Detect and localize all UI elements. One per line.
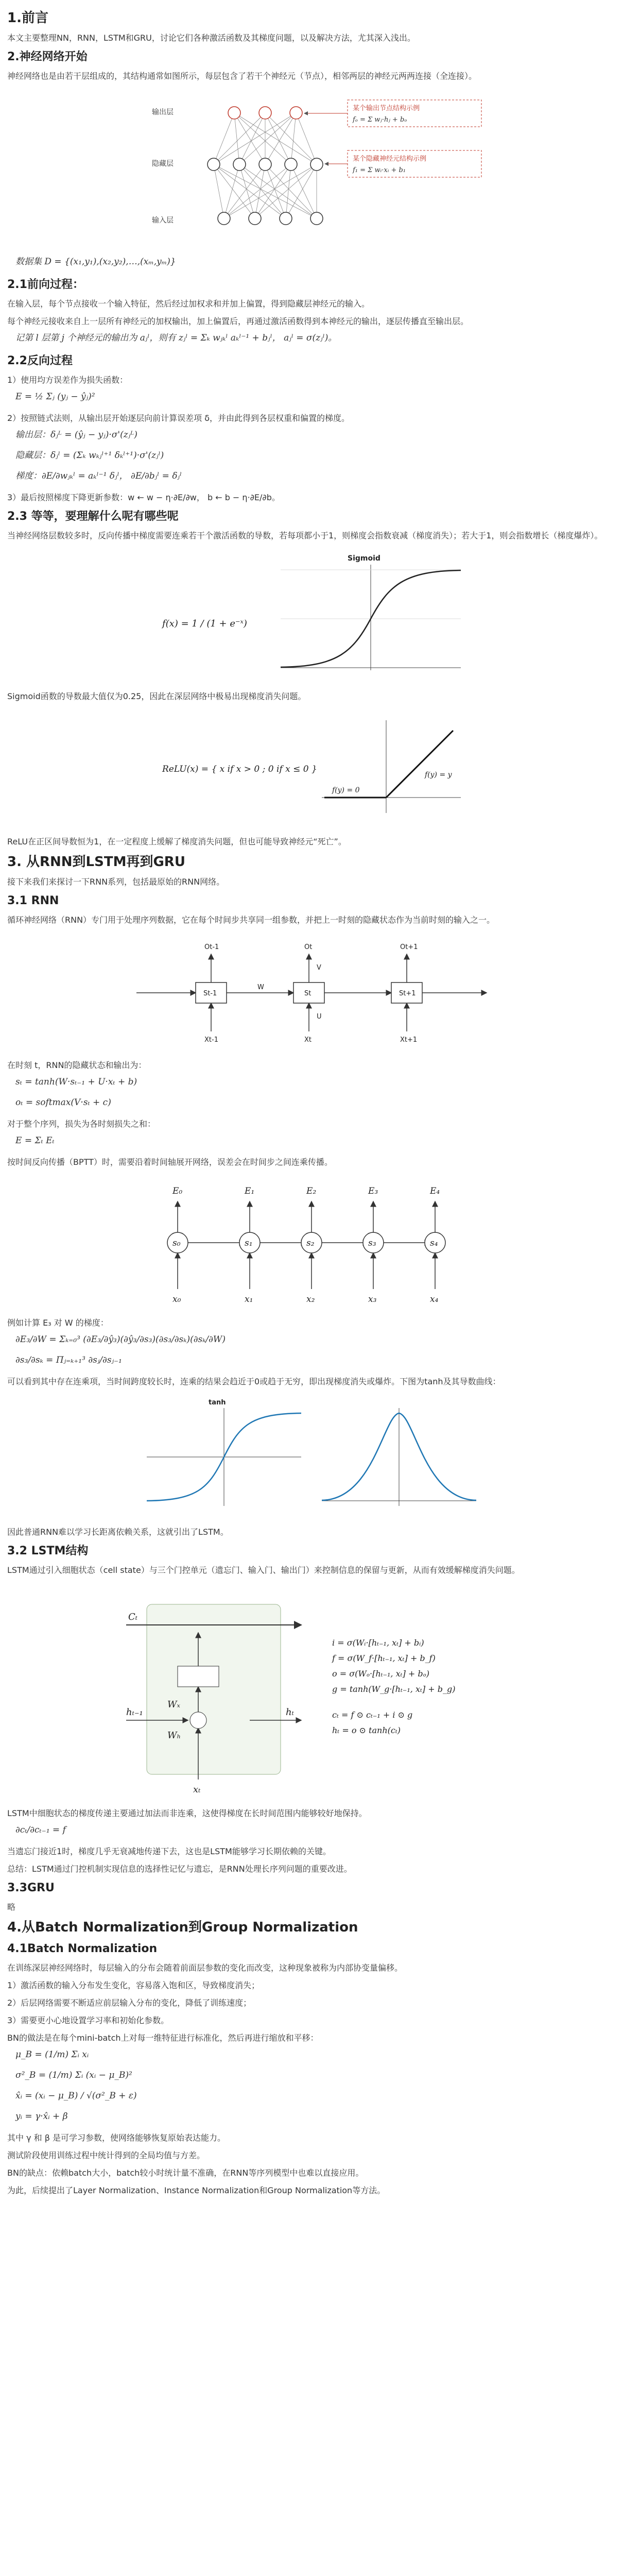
hidden-node	[285, 158, 297, 171]
section-2-1-p1: 在输入层，每个节点接收一个输入特征，然后经过加权求和并加上偏置，得到隐藏层神经元的输入。	[7, 299, 370, 309]
rnn-output-formula: oₜ = softmax(V·sₜ + c)	[15, 1097, 111, 1108]
hidden-node	[233, 158, 246, 171]
lstm-label: Wₕ	[167, 1730, 181, 1741]
section-3-1-p6: 可以看到其中存在连乘项，当时间跨度较长时，连乘的结果会趋近于0或趋于无穷，即出现梯度消失或爆炸。下图为tanh及其导数曲线：	[7, 1377, 501, 1386]
section-3-1-p5: 例如计算 E₃ 对 W 的梯度：	[7, 1318, 109, 1328]
rnn-label: St-1	[203, 990, 217, 997]
section-1-paragraph: 本文主要整理NN，RNN，LSTM和GRU，讨论它们各种激活函数及其梯度问题，以及解决方法，尤其深入浅出。	[7, 33, 416, 43]
lstm-label: hₜ	[286, 1707, 295, 1718]
gradient-formula: 梯度：∂E/∂wⱼₖˡ = aₖˡ⁻¹ δⱼˡ， ∂E/∂bⱼˡ = δⱼˡ	[15, 471, 182, 481]
lstm-label: Wₓ	[167, 1699, 180, 1710]
section-3-3-placeholder: 略	[7, 1902, 16, 1912]
section-4-title: 4.从Batch Normalization到Group Normalization	[7, 1920, 358, 1935]
section-4-1-p2: 1）激活函数的输入分布发生变化，容易落入饱和区，导致梯度消失；	[7, 1980, 260, 1990]
rnn-label: Xt	[304, 1036, 312, 1044]
section-4-1-p8: BN的缺点：依赖batch大小，batch较小时统计量不准确，在RNN等序列模型中也难以直接应用。	[7, 2168, 364, 2178]
lstm-gate-formula: i = σ(Wᵢ·[hₜ₋₁, xₜ] + bᵢ)	[332, 1638, 424, 1648]
section-4-1-p3: 2）后层网络需要不断适应前层输入分布的变化，降低了训练速度；	[7, 1998, 252, 2008]
lstm-cell-box	[147, 1604, 281, 1774]
lstm-gradient-formula: ∂cₜ/∂cₜ₋₁ = f	[15, 1825, 66, 1835]
section-2-title: 2.神经网络开始	[7, 50, 88, 63]
section-3-title: 3. 从RNN到LSTM再到GRU	[7, 854, 185, 870]
section-3-1-p1: 循环神经网络（RNN）专门用于处理序列数据，它在每个时间步共享同一组参数，并把上一时刻的隐藏状态作为当前时刻的输入之一。	[7, 915, 495, 925]
rnn-diagram	[7, 934, 616, 1052]
lstm-figure	[7, 1584, 616, 1800]
hidden-node	[259, 158, 271, 171]
input-node	[249, 212, 261, 225]
dataset-formula: 数据集 D = {(x₁,y₁),(x₂,y₂),…,(xₘ,yₘ)}	[15, 257, 176, 267]
unroll-label: E₁	[245, 1186, 255, 1196]
section-3-intro: 接下来我们来探讨一下RNN系列，包括最原始的RNN网络。	[7, 877, 225, 887]
rnn-label: St+1	[399, 990, 416, 997]
section-2-1-p2: 每个神经元接收来自上一层所有神经元的加权输出，加上偏置后，再通过激活函数得到本神经元的输出，逐层传播直至输出层。	[7, 316, 469, 326]
lstm-hidden-formula: hₜ = o ⊙ tanh(cₜ)	[332, 1725, 401, 1735]
unroll-label: x₂	[306, 1294, 315, 1304]
rnn-label: Xt+1	[400, 1036, 418, 1044]
relu-plot	[152, 710, 471, 828]
hidden-node	[310, 158, 323, 171]
bn-mean-formula: μ_B = (1/m) Σᵢ xᵢ	[15, 2049, 89, 2060]
rnn-unroll-diagram	[7, 1176, 616, 1310]
hidden-layer-label: 隐藏层	[152, 160, 174, 168]
bn-var-formula: σ²_B = (1/m) Σᵢ (xᵢ − μ_B)²	[15, 2070, 132, 2080]
output-node	[259, 107, 271, 119]
lstm-gate-box	[178, 1666, 219, 1687]
unroll-label: s₁	[245, 1238, 253, 1248]
input-node	[310, 212, 323, 225]
section-2-3-title: 2.3 等等，要理解什么呢有哪些呢	[7, 510, 179, 523]
input-node	[218, 212, 230, 225]
section-3-2-p4: 总结：LSTM通过门控机制实现信息的选择性记忆与遗忘，是RNN处理长序列问题的重要改进。	[7, 1864, 352, 1874]
rnn-label: Ot	[304, 943, 313, 951]
sigmoid-figure	[7, 549, 616, 683]
unroll-label: x₃	[368, 1294, 377, 1304]
unroll-label: E₄	[430, 1186, 440, 1196]
lstm-gate-formula: o = σ(Wₒ·[hₜ₋₁, xₜ] + bₒ)	[332, 1669, 430, 1679]
section-2-3-p3: ReLU在正区间导数恒为1，在一定程度上缓解了梯度消失问题，但也可能导致神经元“死亡”。	[7, 837, 347, 846]
section-3-2-p3: 当遗忘门接近1时，梯度几乎无衰减地传递下去，这也是LSTM能够学习长期依赖的关键。	[7, 1846, 331, 1856]
section-3-1-p4: 按时间反向传播（BPTT）时，需要沿着时间轴展开网络，误差会在时间步之间连乘传播。	[7, 1157, 333, 1167]
bptt-product-formula: ∂s₃/∂sₖ = Πⱼ₌ₖ₊₁³ ∂sⱼ/∂sⱼ₋₁	[15, 1355, 122, 1365]
formula-output: fₒ = Σ wⱼ·hⱼ + bₒ	[353, 116, 407, 124]
sigmoid-title: Sigmoid	[348, 554, 380, 563]
section-3-1-p3: 对于整个序列，损失为各时刻损失之和：	[7, 1119, 156, 1129]
section-2-3-p2: Sigmoid函数的导数最大值仅为0.25，因此在深层网络中极易出现梯度消失问题。	[7, 691, 306, 701]
section-2-3-p1: 当神经网络层数较多时，反向传播中梯度需要连乘若干个激活函数的导数，若每项都小于1，则梯度会指数衰减（梯度消失）；若大于1，则会指数增长（梯度爆炸）。	[7, 531, 603, 540]
relu-formula: ReLU(x) = { x if x > 0 ; 0 if x ≤ 0 }	[162, 764, 317, 774]
tanh-title: tanh	[209, 1399, 226, 1406]
unroll-label: s₄	[430, 1238, 438, 1248]
unroll-label: E₃	[368, 1186, 378, 1196]
rnn-label: St	[304, 990, 312, 997]
relu-left-label: f(y) = 0	[332, 786, 360, 794]
unroll-label: x₀	[172, 1294, 181, 1304]
section-2-2-p2: 2）按照链式法则，从输出层开始逐层向前计算误差项 δ，并由此得到各层权重和偏置的梯度。	[7, 413, 350, 423]
tanh-figure	[7, 1395, 616, 1519]
relu-positive-segment	[386, 731, 453, 798]
hidden-node	[207, 158, 220, 171]
unroll-label: s₂	[306, 1238, 315, 1248]
section-3-2-title: 3.2 LSTM结构	[7, 1545, 89, 1557]
sigmoid-plot	[152, 549, 471, 683]
section-1-title: 1.前言	[7, 10, 48, 26]
nn-diagram	[7, 90, 616, 244]
section-4-1-p1: 在训练深层神经网络时，每层输入的分布会随着前面层参数的变化而改变，这种现象被称为内部协变量偏移。	[7, 1963, 403, 1973]
section-2-2-p6: 3）最后按照梯度下降更新参数：w ← w − η·∂E/∂w， b ← b − η·∂E/∂b。	[7, 493, 280, 502]
nn-diagram-svg	[131, 90, 492, 244]
unroll-label: E₀	[172, 1186, 183, 1196]
annotation-output: 某个输出节点结构示例	[353, 105, 420, 112]
input-layer-label: 输入层	[152, 216, 174, 225]
hidden-delta-formula: 隐藏层：δⱼˡ = (Σₖ wₖⱼˡ⁺¹ δₖˡ⁺¹)·σ'(zⱼˡ)	[15, 450, 164, 461]
unroll-label: x₄	[430, 1294, 439, 1304]
section-4-1-p7: 测试阶段使用训练过程中统计得到的全局均值与方差。	[7, 2150, 205, 2160]
rnn-label: W	[257, 984, 264, 991]
lstm-gate-formula: g = tanh(W_g·[hₜ₋₁, xₜ] + b_g)	[332, 1684, 456, 1694]
section-4-1-p5: BN的做法是在每个mini-batch上对每一维特征进行标准化，然后再进行缩放和平移：	[7, 2033, 319, 2043]
output-node	[290, 107, 302, 119]
rnn-loss-formula: E = Σₜ Eₜ	[15, 1136, 55, 1146]
section-3-1-title: 3.1 RNN	[7, 894, 59, 907]
output-node	[228, 107, 240, 119]
section-3-3-title: 3.3GRU	[7, 1882, 55, 1894]
section-2-1-title: 2.1前向过程：	[7, 278, 84, 291]
rnn-label: V	[317, 964, 321, 972]
section-3-2-p2: LSTM中细胞状态的梯度传递主要通过加法而非连乘，这使得梯度在长时间范围内能够较好地保持。	[7, 1808, 367, 1818]
section-2-2-p1: 1）使用均方误差作为损失函数：	[7, 375, 128, 385]
section-4-1-p4: 3）需要更小心地设置学习率和初始化参数。	[7, 2015, 169, 2025]
section-2-1-p3: 记第 l 层第 j 个神经元的输出为 aⱼˡ，则有 zⱼˡ = Σₖ wⱼₖˡ aₖˡ⁻¹ + bⱼˡ， aⱼˡ = σ(zⱼˡ)。	[15, 333, 337, 343]
relu-right-label: f(y) = y	[425, 771, 452, 779]
formula-hidden: f₁ = Σ wᵢ·xᵢ + b₁	[353, 166, 406, 174]
output-delta-formula: 输出层：δⱼᴸ = (ŷⱼ − yⱼ)·σ'(zⱼᴸ)	[15, 430, 137, 440]
section-3-1-p7: 因此普通RNN难以学习长距离依赖关系，这就引出了LSTM。	[7, 1527, 229, 1537]
output-layer-label: 输出层	[152, 108, 174, 116]
rnn-unroll-svg	[126, 1176, 497, 1310]
lstm-label: Cₜ	[128, 1612, 138, 1622]
unroll-label: x₁	[245, 1294, 253, 1304]
lstm-label: xₜ	[193, 1784, 201, 1795]
section-2-intro: 神经网络也是由若干层组成的，其结构通常如图所示，每层包含了若干个神经元（节点），相邻两层的神经元两两连接（全连接）。	[7, 71, 477, 81]
tanh-plot	[131, 1395, 492, 1519]
rnn-state-formula: sₜ = tanh(W·sₜ₋₁ + U·xₜ + b)	[15, 1077, 137, 1087]
unroll-label: E₂	[306, 1186, 317, 1196]
section-3-2-p1: LSTM通过引入细胞状态（cell state）与三个门控单元（遗忘门、输入门、输出门）来控制信息的保留与更新，从而有效缓解梯度消失问题。	[7, 1565, 520, 1575]
unroll-label: s₀	[172, 1238, 181, 1248]
unroll-label: s₃	[368, 1238, 376, 1248]
rnn-label: Xt-1	[204, 1036, 218, 1044]
section-2-2-title: 2.2反向过程	[7, 354, 73, 367]
section-4-1-p6: 其中 γ 和 β 是可学习参数，使网络能够恢复原始表达能力。	[7, 2133, 226, 2143]
tanh-derivative-panel	[322, 1408, 476, 1506]
bn-scale-formula: yᵢ = γ·x̂ᵢ + β	[15, 2111, 68, 2122]
lstm-cell-formula: cₜ = f ⊙ cₜ₋₁ + i ⊙ g	[332, 1710, 413, 1720]
tanh-panel	[147, 1399, 301, 1506]
bn-norm-formula: x̂ᵢ = (xᵢ − μ_B) / √(σ²_B + ε)	[15, 2091, 137, 2101]
section-3-1-p2: 在时刻 t，RNN的隐藏状态和输出为：	[7, 1060, 147, 1070]
input-node	[280, 212, 292, 225]
rnn-label: Ot-1	[204, 943, 219, 951]
rnn-label: Ot+1	[400, 943, 418, 951]
lstm-diagram-svg	[116, 1584, 507, 1800]
section-4-1-p9: 为此，后续提出了Layer Normalization、Instance Normalization和Group Normalization等方法。	[7, 2185, 386, 2195]
lstm-op	[190, 1712, 206, 1728]
loss-formula: E = ½ Σⱼ (yⱼ − ŷⱼ)²	[15, 392, 95, 402]
lstm-label: hₜ₋₁	[126, 1707, 143, 1718]
annotation-hidden: 某个隐藏神经元结构示例	[353, 155, 427, 163]
rnn-diagram-svg	[116, 934, 507, 1052]
bptt-formula: ∂E₃/∂W = Σₖ₌₀³ (∂E₃/∂ŷ₃)(∂ŷ₃/∂s₃)(∂s₃/∂sₖ)(∂sₖ/∂W)	[15, 1334, 226, 1345]
lstm-gate-formula: f = σ(W_f·[hₜ₋₁, xₜ] + b_f)	[332, 1653, 436, 1663]
section-4-1-title: 4.1Batch Normalization	[7, 1942, 158, 1955]
relu-figure	[7, 710, 616, 828]
rnn-label: U	[317, 1013, 322, 1021]
sigmoid-formula: f(x) = 1 / (1 + e⁻ˣ)	[162, 618, 247, 629]
